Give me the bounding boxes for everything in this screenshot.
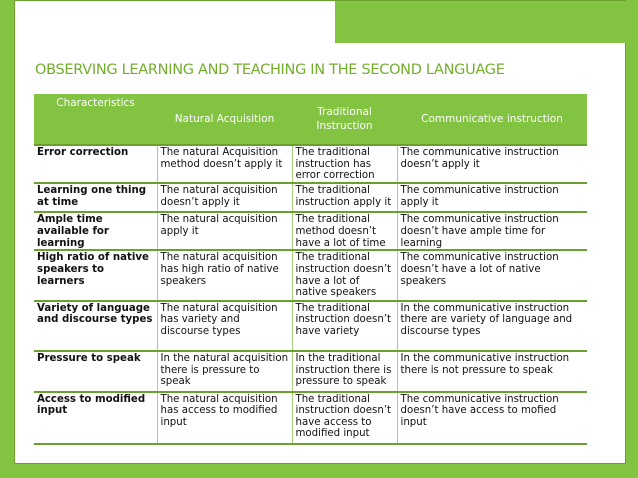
cell-traditional: The traditional instruction doesn’t have a lot of native speakers: [292, 250, 397, 300]
row-characteristic: Pressure to speak: [34, 351, 157, 391]
table-header-row: [34, 94, 587, 145]
cell-traditional: The traditional instruction apply it: [292, 183, 397, 212]
slide-title: OBSERVING LEARNING AND TEACHING IN THE SECOND LANGUAGE: [35, 62, 505, 78]
cell-communicative: The communicative instruction doesn’t have access to mofied input: [397, 392, 587, 444]
cell-traditional: In the traditional instruction there is pressure to speak: [292, 351, 397, 391]
cell-natural: The natural acquisition has access to modified input: [157, 392, 292, 444]
row-characteristic: Access to modified input: [34, 392, 157, 444]
table-row: [34, 145, 587, 183]
table-row: [34, 351, 587, 391]
cell-traditional: The traditional instruction doesn’t have access to modified input: [292, 392, 397, 444]
cell-traditional: The traditional method doesn’t have a lot of time: [292, 212, 397, 250]
cell-natural: The natural acquisition apply it: [157, 212, 292, 250]
row-characteristic: Error correction: [34, 145, 157, 183]
row-characteristic: Variety of language and discourse types: [34, 301, 157, 351]
header-characteristics: Characteristics: [34, 94, 157, 145]
cell-traditional: The traditional instruction doesn’t have variety: [292, 301, 397, 351]
header-natural-acquisition: Natural Acquisition: [157, 94, 292, 145]
cell-natural: The natural Acquisition method doesn’t apply it: [157, 145, 292, 183]
comparison-table-wrapper: [34, 94, 587, 445]
table-row: [34, 250, 587, 300]
row-characteristic: High ratio of native speakers to learners: [34, 250, 157, 300]
header-communicative-instruction: Communicative instruction: [397, 94, 587, 145]
cell-communicative: The communicative instruction doesn’t have ample time for learning: [397, 212, 587, 250]
comparison-table: [34, 94, 587, 445]
row-characteristic: Learning one thing at time: [34, 183, 157, 212]
row-characteristic: Ample time available for learning: [34, 212, 157, 250]
cell-communicative: The communicative instruction doesn’t apply it: [397, 145, 587, 183]
table-row: [34, 212, 587, 250]
table-row: [34, 183, 587, 212]
accent-bar: [335, 1, 627, 43]
cell-communicative: The communicative instruction doesn’t have a lot of native speakers: [397, 250, 587, 300]
slide: [14, 0, 626, 464]
table-row: [34, 301, 587, 351]
cell-natural: In the natural acquisition there is pressure to speak: [157, 351, 292, 391]
cell-traditional: The traditional instruction has error correction: [292, 145, 397, 183]
cell-natural: The natural acquisition has variety and discourse types: [157, 301, 292, 351]
table-row: [34, 392, 587, 444]
cell-communicative: In the communicative instruction there are variety of language and discourse types: [397, 301, 587, 351]
cell-communicative: In the communicative instruction there is not pressure to speak: [397, 351, 587, 391]
cell-natural: The natural acquisition has high ratio of native speakers: [157, 250, 292, 300]
cell-natural: The natural acquisition doesn’t apply it: [157, 183, 292, 212]
cell-communicative: The communicative instruction apply it: [397, 183, 587, 212]
header-traditional-instruction: Traditional Instruction: [292, 94, 397, 145]
